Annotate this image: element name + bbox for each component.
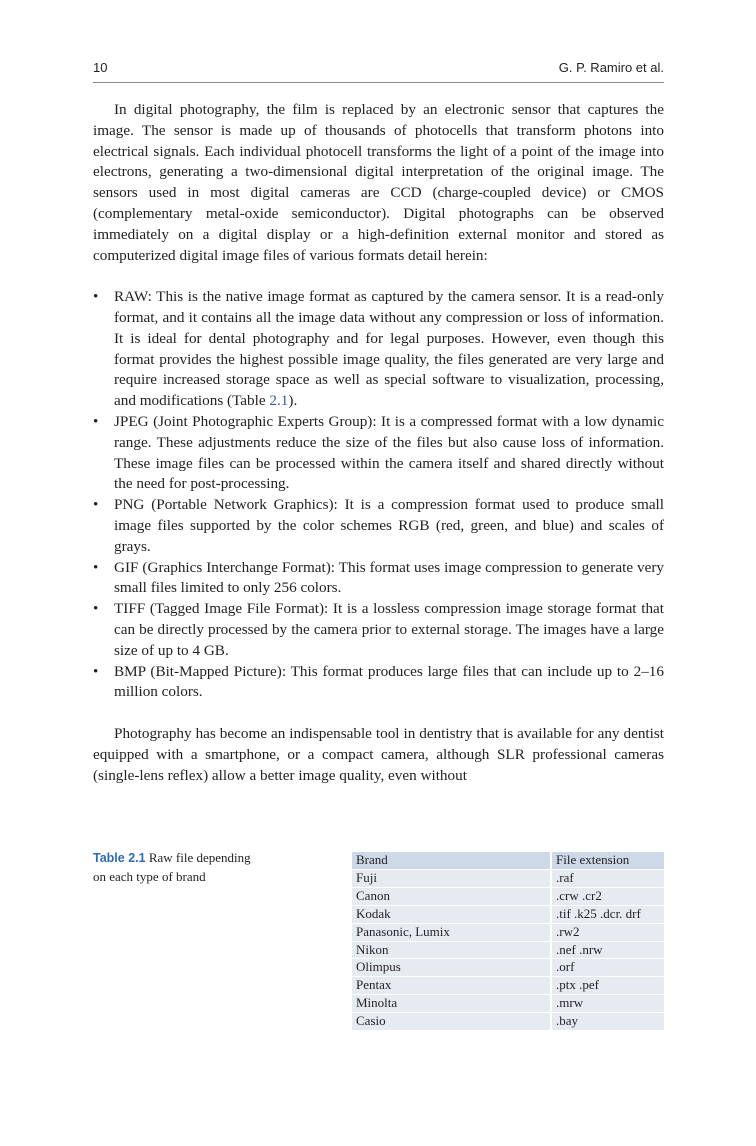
header-brand: Brand xyxy=(352,852,551,869)
list-item: • TIFF (Tagged Image File Format): It is a lossless compression image storage format that can be directly processed by the camera prior to external storage. The images have a large size of up to 4 GB. xyxy=(93,600,664,659)
bullet-icon: • xyxy=(93,600,99,618)
format-list xyxy=(93,287,664,703)
brand-cell: Kodak xyxy=(352,905,551,923)
body-text xyxy=(93,100,664,786)
table-row xyxy=(352,941,664,959)
extension-cell: .bay xyxy=(551,1013,664,1031)
brand-cell: Panasonic, Lumix xyxy=(352,923,551,941)
bullet-icon: • xyxy=(93,288,99,306)
header-file-extension: File extension xyxy=(551,852,664,869)
table-header-row xyxy=(352,852,664,869)
extension-cell: .crw .cr2 xyxy=(551,887,664,905)
list-item: • PNG (Portable Network Graphics): It is a compression format used to produce small image files supported by the color schemes RGB (red, green, and blue) and scales of grays. xyxy=(93,496,664,555)
paragraph-dentistry: Photography has become an indispensable tool in dentistry that is available for any dentist equipped with a smartphone, or a compact camera, although SLR professional cameras (single-lens reflex) allow a better image quality, even without xyxy=(93,724,664,784)
brand-cell: Minolta xyxy=(352,995,551,1013)
page-number: 10 xyxy=(93,60,108,75)
brand-cell: Nikon xyxy=(352,941,551,959)
table-row xyxy=(352,923,664,941)
table-link[interactable]: 2.1 xyxy=(269,392,289,410)
brand-cell: Canon xyxy=(352,887,551,905)
list-item: • JPEG (Joint Photographic Experts Group): It is a compressed format with a low dynamic range. These adjustments reduce the size of the files but also cause loss of information. These image files can be processed within the camera itself and shared directly without the need for post-processing. xyxy=(93,412,664,493)
bullet-icon: • xyxy=(93,496,99,514)
table-row xyxy=(352,887,664,905)
raw-file-table xyxy=(352,852,664,1031)
extension-cell: .orf xyxy=(551,959,664,977)
paragraph-intro: In digital photography, the film is replaced by an electronic sensor that captures the image. The sensor is made up of thousands of photocells that transform photons into electrical signals. Each individual photocell transforms the light of a point of the image into electrons, generating a two-dimensional digital interpretation of the original image. The sensors used in most digital cameras are CCD (charge-coupled device) or CMOS (complementary metal-oxide semiconductor). Digital photographs can be observed immediately on a digital display or a high-definition external monitor and stored as computerized digital image files of various formats detail herein: xyxy=(93,101,664,264)
running-head: G. P. Ramiro et al. xyxy=(558,60,664,75)
extension-cell: .mrw xyxy=(551,995,664,1013)
bullet-icon: • xyxy=(93,558,99,576)
table-row xyxy=(352,1013,664,1031)
extension-cell: .tif .k25 .dcr. drf xyxy=(551,905,664,923)
table-label: Table 2.1 xyxy=(93,851,146,865)
table-row xyxy=(352,959,664,977)
extension-cell: .ptx .pef xyxy=(551,977,664,995)
extension-cell: .nef .nrw xyxy=(551,941,664,959)
table-row xyxy=(352,869,664,887)
brand-cell: Fuji xyxy=(352,869,551,887)
list-item: • BMP (Bit-Mapped Picture): This format produces large files that can include up to 2–16 million colors. xyxy=(93,662,664,701)
list-item: • RAW: This is the native image format as captured by the camera sensor. It is a read-only format, and it contains all the image data without any compression or loss of information. It is ideal for dental photography and for legal purposes. However, even though this format provides the highest possible image quality, the files generated are very large and require increased storage space as well as special software to visualization, processing, and modifications (Table 2.1). xyxy=(93,288,664,410)
bullet-icon: • xyxy=(93,662,99,680)
extension-cell: .raf xyxy=(551,869,664,887)
table-caption xyxy=(93,849,258,885)
header-rule xyxy=(93,82,664,83)
extension-cell: .rw2 xyxy=(551,923,664,941)
bullet-icon: • xyxy=(93,412,99,430)
table-row xyxy=(352,905,664,923)
brand-cell: Pentax xyxy=(352,977,551,995)
brand-cell: Casio xyxy=(352,1013,551,1031)
list-item: • GIF (Graphics Interchange Format): This format uses image compression to generate very small files limited to only 256 colors. xyxy=(93,558,664,597)
brand-cell: Olimpus xyxy=(352,959,551,977)
table-row xyxy=(352,977,664,995)
table-row xyxy=(352,995,664,1013)
table-caption-text: Raw file depending on each type of brand xyxy=(93,850,251,884)
